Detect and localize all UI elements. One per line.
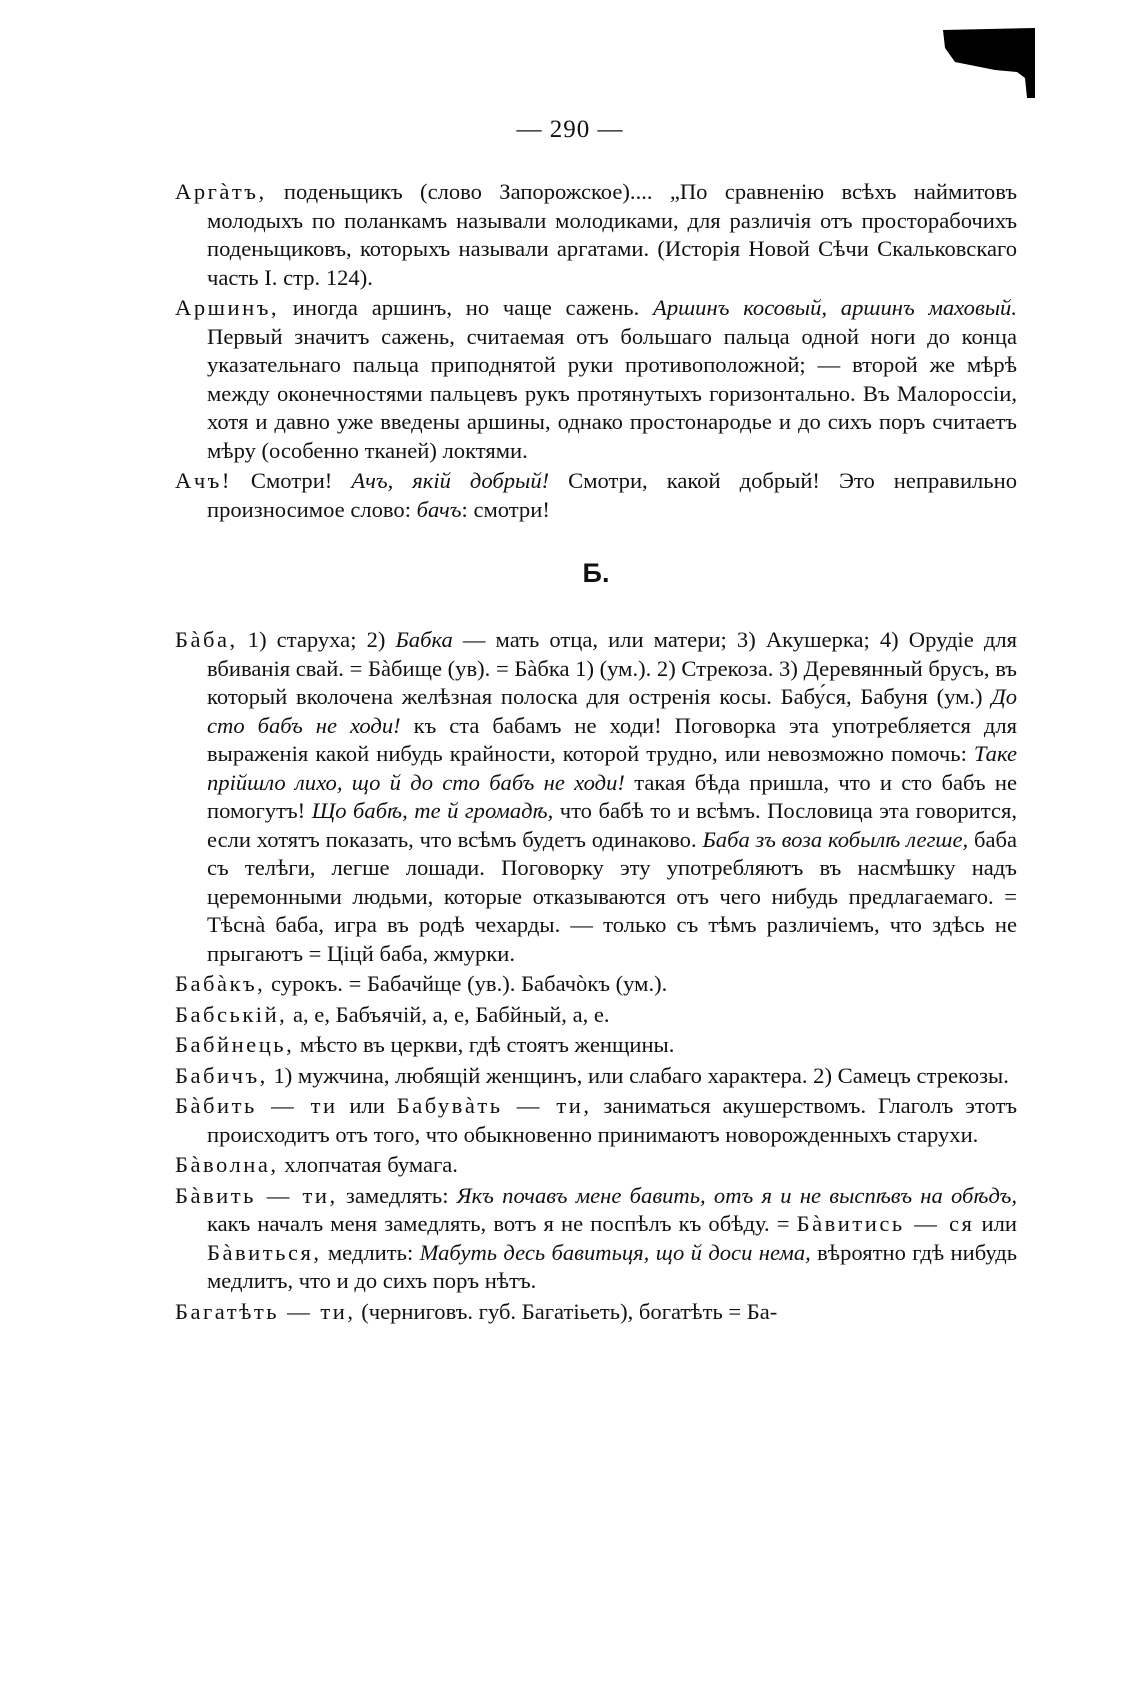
- definition: 1) старуха; 2): [237, 627, 396, 652]
- example-phrase: Якъ почавъ мене бавить, отъ я и не выспѣвъ на обѣдъ,: [456, 1182, 1017, 1208]
- headword: Бабській,: [175, 1001, 288, 1027]
- headword: Багатѣть — ти,: [175, 1298, 356, 1324]
- entry-babit: [175, 1092, 1017, 1149]
- definition: — мать отца, или матери; 3) Акушерка; 4) Орудіе для вбиванія свай. = Бàбище (ув). = Бàбка 1) (ум.). 2) Стрекоза. 3) Деревянный брусъ, въ который вколочена желѣзная полоска для остренія косы. Бабу́ся, Бабуня (ум.): [207, 627, 1017, 709]
- headword: Бабичъ,: [175, 1062, 268, 1088]
- example-phrase: бачъ: [416, 496, 462, 522]
- definition: къ ста бабамъ не ходи! Поговорка эта употребляется для выраженія какой нибудь крайности, которой трудно, или невозможно помочь:: [207, 712, 1017, 766]
- entry-babskiy: [175, 1001, 1017, 1030]
- definition: Смотри, какой добрый! Это неправильно произносимое слово:: [207, 468, 1017, 522]
- example-phrase: Баба зъ воза кобылѣ легше,: [702, 826, 969, 852]
- example-phrase: Аршинъ косовый, аршинъ маховый.: [653, 295, 1017, 320]
- definition: хлопчатая бумага.: [278, 1152, 458, 1177]
- entry-babinets: [175, 1031, 1017, 1060]
- example-phrase: До сто бабъ не ходи!: [207, 684, 1017, 738]
- headword: Бàвить — ти,: [175, 1182, 338, 1208]
- headword: Бàволна,: [175, 1152, 279, 1177]
- definition: заниматься акушерствомъ. Глаголъ этотъ происходитъ отъ того, что обыкновенно принимаютъ новорожденныхъ старухи.: [207, 1093, 1017, 1147]
- definition: или: [974, 1211, 1018, 1236]
- definition: какъ началъ меня замедлять, вотъ я не поспѣлъ къ обѣду. =: [207, 1211, 797, 1236]
- definition: Первый значитъ сажень, считаемая отъ большаго пальца одной ноги до конца указательнаго пальца приподнятой руки противоположной; — второй же мѣрѣ между оконечностями пальцевъ рукъ протянутыхъ горизонтально. Въ Малороссіи, хотя и давно уже введены аршины, однако простонародье и до сихъ поръ считаетъ мѣру (особенно тканей) локтями.: [207, 323, 1017, 463]
- entry-baba: [175, 626, 1017, 968]
- entry-ach: [175, 467, 1017, 524]
- definition: вѣроятно гдѣ нибудь медлитъ, что и до сихъ поръ нѣтъ.: [207, 1239, 1017, 1293]
- headword: Аршинъ,: [175, 295, 280, 320]
- headword: Бабйнець,: [175, 1032, 295, 1057]
- definition: а, е, Бабъячій, а, е, Бабйный, а, е.: [287, 1001, 610, 1027]
- entry-babich: [175, 1062, 1017, 1091]
- headword-variant: Бàвитись — ся: [796, 1211, 975, 1236]
- definition: медлить:: [321, 1239, 420, 1265]
- example-phrase: Що бабѣ, те й громадѣ,: [311, 798, 554, 823]
- headword-variant: Бабувàть — ти,: [396, 1093, 592, 1118]
- definition: иногда аршинъ, но чаще сажень.: [279, 295, 654, 320]
- example-phrase: Мабуть десь бавитьця, що й доси нема,: [419, 1239, 811, 1265]
- scan-corner-mark: [935, 28, 1135, 98]
- definition: что бабѣ то и всѣмъ. Пословица эта говорится, если хотятъ показать, что всѣмъ будетъ одинаково.: [207, 798, 1017, 852]
- entry-bavolna: [175, 1151, 1017, 1180]
- example-phrase: Таке прійшло лихо, що й до сто бабъ не ходи!: [207, 741, 1017, 795]
- definition: мѣсто въ церкви, гдѣ стоятъ женщины.: [294, 1032, 675, 1057]
- headword: Бàба,: [175, 627, 238, 652]
- definition: : смотри!: [461, 496, 550, 522]
- headword: Бабàкъ,: [175, 971, 266, 996]
- entry-bagatet: [175, 1298, 1017, 1327]
- headword: Бàбить — ти: [175, 1093, 338, 1118]
- definition: замедлять:: [337, 1182, 457, 1208]
- definition: или: [337, 1093, 397, 1118]
- example-phrase: Ачъ, якій добрый!: [351, 468, 550, 493]
- definition: 1) мужчина, любящій женщинъ, или слабаго характера. 2) Самецъ стрекозы.: [267, 1062, 1009, 1088]
- example-phrase: Бабка: [395, 627, 453, 652]
- page-number: — 290 —: [516, 116, 624, 143]
- definition: (черниговъ. губ. Багатіьеть), богатѣть = Ба-: [355, 1298, 778, 1324]
- entry-bavit: [175, 1182, 1017, 1296]
- headword: Аргàтъ,: [175, 179, 267, 204]
- definition: сурокъ. = Бабачйще (ув.). Бабачòкъ (ум.).: [265, 971, 668, 996]
- entry-arshin: [175, 294, 1017, 465]
- definition: такая бѣда пришла, что и сто бабъ не помогутъ!: [207, 769, 1017, 823]
- dictionary-column: [175, 178, 1017, 1326]
- definition: Смотри!: [231, 468, 352, 493]
- headword-variant: Бàвиться,: [207, 1239, 322, 1265]
- entry-argat: [175, 178, 1017, 292]
- definition: баба съ телѣги, легше лошади. Поговорку эту употребляютъ въ насмѣшку надъ церемонными людьми, которые отказываются отъ чего нибудь предлагаемаго. = Тѣснà баба, игра въ родѣ чехарды. — только съ тѣмъ различіемъ, что здѣсь не прыгаютъ = Ціцй баба, жмурки.: [207, 826, 1017, 966]
- headword: Ачъ!: [175, 468, 232, 493]
- definition: поденьщикъ (слово Запорожское).... „По сравненію всѣхъ наймитовъ молодыхъ по поланкамъ называли молодиками, для различія отъ простoрабочихъ поденьщиковъ, которыхъ называли аргатами. (Исторія Новой Сѣчи Скальковскаго часть I. стр. 124).: [207, 179, 1017, 290]
- section-letter: Б.: [582, 558, 610, 588]
- entry-babak: [175, 970, 1017, 999]
